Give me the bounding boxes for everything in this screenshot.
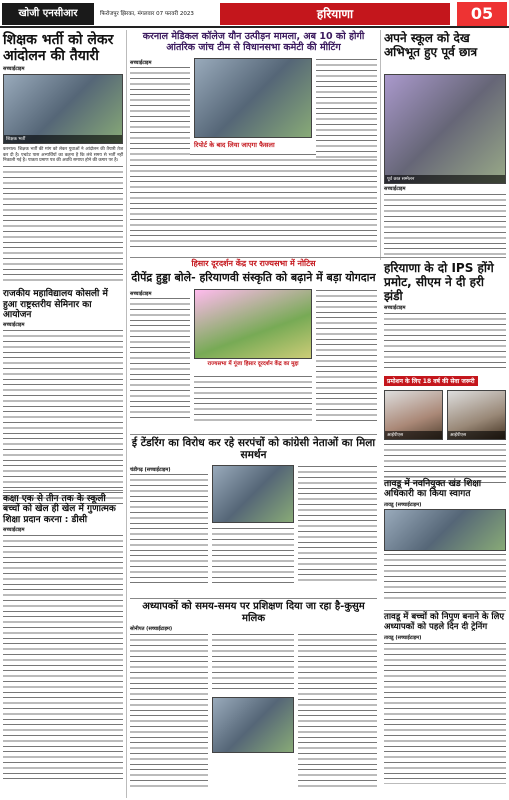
article-own-school-photo: [384, 74, 506, 255]
article-body-text: [130, 153, 377, 249]
article-body-text: [212, 527, 294, 583]
photo-caption: रिपोर्ट के बाद लिया जाएगा फैसला: [194, 140, 275, 149]
article-byline: सच्चाईटाइम: [3, 527, 25, 534]
notice-title: हिसार दूरदर्शन केंद्र पर राज्यसभा में नोटिस: [191, 259, 316, 268]
article-medical-college: [130, 32, 377, 249]
article-body-text: [3, 165, 123, 285]
article-body-text: [316, 289, 377, 421]
article-byline: तावडू (सच्चाईटाइम): [384, 634, 422, 641]
issue-date: फिरोजपुर झिरका, मंगलवार 07 फरवरी 2023: [100, 11, 194, 17]
article-photo: [3, 74, 123, 144]
article-teachers-training: [130, 601, 377, 787]
article-skilled-teachers: [384, 613, 506, 784]
newspaper-logo: खोजी एनसीआर: [2, 3, 94, 25]
article-byline: सच्चाईटाइम: [130, 59, 152, 66]
column-divider: [380, 30, 381, 260]
article-body-text: [3, 329, 123, 504]
section-divider: [130, 257, 506, 258]
article-ips-promotion: [384, 262, 506, 483]
section-divider: [130, 434, 377, 435]
article-body-text: [384, 553, 506, 603]
article-byline: सोनीपत (सच्चाईटाइम): [130, 626, 173, 632]
article-school-learning: [3, 494, 123, 782]
article-photo: [384, 509, 506, 551]
section-divider: [130, 598, 377, 599]
ips-officer-photo: [384, 390, 443, 440]
article-body-text: [384, 443, 506, 483]
section-divider: [384, 610, 506, 611]
column-divider: [126, 30, 127, 798]
article-headline: कक्षा एक से तीन तक के स्कूली बच्चों को खेल ही खेल में गुणात्मक शिक्षा प्रदान करना : डीसी: [3, 494, 116, 525]
article-photo: [384, 74, 506, 184]
photo-caption: शिक्षक भर्ती: [4, 135, 122, 143]
article-photo: [194, 289, 312, 359]
article-body-text: [316, 58, 377, 158]
article-headline: ई टेंडरिंग का विरोध कर रहे सरपंचों को कांग्रेसी नेताओं का मिला समर्थन: [131, 437, 376, 462]
photo-caption: राज्यसभा में गूंजा हिसार दूरदर्शन केंद्र का मुद्दा: [207, 360, 299, 367]
article-byline: सच्चाईटाइम: [3, 322, 25, 329]
article-body-text: [130, 473, 208, 583]
section-divider: [3, 490, 123, 491]
photo-caption: आईपीएस: [385, 431, 442, 439]
article-headline: अपने स्कूल को देख अभिभूत हुए पूर्व छात्र: [384, 31, 478, 59]
article-headline: हरियाणा के दो IPS होंगे प्रमोट, सीएम ने दी हरी झंडी: [384, 261, 494, 303]
sidebar-box-title: प्रमोशन के लिए 18 वर्ष की सेवा जरूरी: [384, 376, 478, 386]
masthead: [0, 0, 509, 28]
photo-caption: आईपीएस: [448, 431, 505, 439]
article-headline: शिक्षक भर्ती को लेकर आंदोलन की तैयारी: [3, 32, 114, 65]
article-byline: चंडीगढ़ (सच्चाईटाइम): [130, 467, 171, 474]
section-title: हरियाणा: [220, 3, 450, 25]
article-lead: करनाल। शिक्षक भर्ती की मांग को लेकर युवाओं ने आंदोलन की तैयारी तेज कर दी है। एचटेट पास अभ्यर्थियों का कहना है कि लंबे समय से भर्ती नहीं निकाली गई है। पात्रता प्रमाण पत्र की अवधि समाप्त होने की कगार पर है।: [3, 147, 123, 163]
article-photo: [212, 697, 294, 753]
notice-banner: [130, 259, 377, 268]
article-body-text: [384, 193, 506, 255]
article-body-text: [298, 633, 377, 787]
article-own-school: [384, 32, 506, 60]
article-headline: तावडू में बच्चों को निपुण बनाने के लिए अध्यापकों को पहले दिन दी ट्रेनिंग: [384, 612, 505, 632]
section-divider: [384, 476, 506, 477]
article-subheadline: राजकीय महाविद्यालय कोसली में हुआ राष्ट्रस्तरीय सेमिनार का आयोजन: [3, 289, 108, 321]
page-number: 05: [457, 2, 507, 26]
article-body-text: [298, 465, 377, 583]
article-byline: तावडू (सच्चाईटाइम): [384, 501, 422, 508]
article-byline: सच्चाईटाइम: [3, 66, 25, 73]
article-photo: [212, 465, 294, 523]
article-deepender-hooda: [130, 272, 377, 421]
article-byline: सच्चाईटाइम: [384, 305, 406, 312]
article-body-text: [130, 66, 190, 158]
article-headline: अध्यापकों को समय-समय पर प्रशिक्षण दिया जा रहा है-कुसुम मलिक: [142, 601, 365, 624]
article-body-text: [194, 375, 312, 421]
article-byline: सच्चाईटाइम: [130, 290, 152, 297]
article-body-text: [130, 633, 208, 787]
article-e-tendering: [130, 437, 377, 583]
article-photo: [194, 58, 312, 138]
article-teacher-recruitment: [3, 32, 123, 504]
article-headline: तावडू में नवनियुक्त खंड शिक्षा अधिकारी का किया स्वागत: [384, 479, 482, 500]
article-body-text: [384, 642, 506, 784]
article-body-text: [130, 297, 190, 421]
article-body-text: [384, 312, 506, 368]
article-headline: दीपेंद्र हुड्डा बोले- हरियाणवी संस्कृति को बढ़ाने में बड़ा योगदान: [131, 271, 376, 284]
article-byline: सच्चाईटाइम: [384, 186, 406, 192]
article-headline: करनाल मेडिकल कॉलेज यौन उत्पीड़न मामला, अब 10 को होगी आंतरिक जांच टीम से विधानसभा कमेटी की मीटिंग: [142, 31, 365, 53]
article-taavdu-beo: [384, 479, 506, 603]
ips-officer-photo: [447, 390, 506, 440]
article-body-text: [3, 534, 123, 782]
article-body-text: [212, 633, 294, 693]
photo-caption: पूर्व छात्र सम्मेलन: [385, 175, 505, 183]
